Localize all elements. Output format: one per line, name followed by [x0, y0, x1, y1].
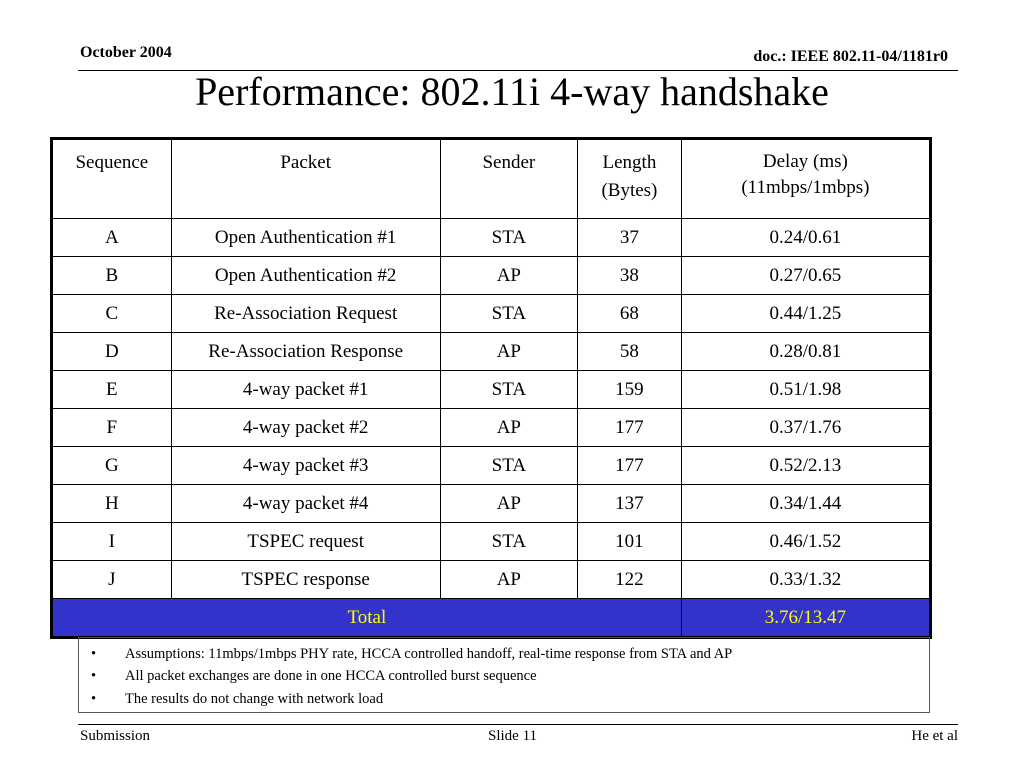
header-length — [578, 139, 682, 219]
header-sender: Sender — [440, 139, 577, 219]
cell-packet: Open Authentication #2 — [171, 257, 440, 295]
header-delay-line1: Delay (ms) — [762, 151, 848, 172]
cell-length: 159 — [578, 371, 682, 409]
cell-sequence: C — [52, 295, 172, 333]
cell-delay: 0.44/1.25 — [681, 295, 930, 333]
cell-packet: Re-Association Response — [171, 333, 440, 371]
header-length-line1: Length — [602, 152, 657, 173]
cell-delay: 0.46/1.52 — [681, 523, 930, 561]
cell-sender: AP — [440, 333, 577, 371]
table-row — [52, 485, 931, 523]
bullet: • — [91, 690, 97, 707]
cell-packet: Re-Association Request — [171, 295, 440, 333]
table-row — [52, 219, 931, 257]
cell-sender: STA — [440, 371, 577, 409]
header-date: October 2004 — [80, 44, 172, 61]
table-row — [52, 561, 931, 599]
cell-sender: AP — [440, 485, 577, 523]
slide-title: Performance: 802.11i 4-way handshake — [195, 69, 829, 114]
cell-sequence: A — [52, 219, 172, 257]
total-row — [52, 599, 931, 638]
header-doc-id: doc.: IEEE 802.11-04/1181r0 — [753, 48, 948, 65]
cell-sender: AP — [440, 561, 577, 599]
table-row — [52, 409, 931, 447]
cell-sequence: E — [52, 371, 172, 409]
cell-packet: TSPEC response — [171, 561, 440, 599]
cell-delay: 0.27/0.65 — [681, 257, 930, 295]
cell-length: 37 — [578, 219, 682, 257]
cell-length: 177 — [578, 447, 682, 485]
cell-sender: STA — [440, 295, 577, 333]
footer-slide-number: Slide 11 — [488, 728, 538, 744]
note-item — [79, 666, 929, 689]
performance-table — [50, 137, 932, 639]
cell-sequence: I — [52, 523, 172, 561]
cell-packet: 4-way packet #3 — [171, 447, 440, 485]
cell-sequence: D — [52, 333, 172, 371]
cell-sender: AP — [440, 257, 577, 295]
cell-sequence: G — [52, 447, 172, 485]
cell-sender: STA — [440, 447, 577, 485]
cell-sender: STA — [440, 219, 577, 257]
header-delay — [681, 139, 930, 219]
cell-packet: 4-way packet #1 — [171, 371, 440, 409]
table-row — [52, 333, 931, 371]
note-item — [79, 643, 929, 666]
cell-sequence: F — [52, 409, 172, 447]
footer-submission: Submission — [80, 728, 151, 744]
note-text: Assumptions: 11mbps/1mbps PHY rate, HCCA controlled handoff, real-time response from STA and AP — [125, 645, 733, 662]
table-row — [52, 447, 931, 485]
cell-delay: 0.37/1.76 — [681, 409, 930, 447]
cell-delay: 0.28/0.81 — [681, 333, 930, 371]
cell-delay: 0.24/0.61 — [681, 219, 930, 257]
table-row — [52, 295, 931, 333]
cell-length: 58 — [578, 333, 682, 371]
cell-sender: STA — [440, 523, 577, 561]
cell-packet: Open Authentication #1 — [171, 219, 440, 257]
assumptions-box — [78, 637, 930, 713]
cell-packet: 4-way packet #2 — [171, 409, 440, 447]
note-item — [79, 688, 929, 711]
total-delay: 3.76/13.47 — [681, 599, 930, 638]
cell-sequence: H — [52, 485, 172, 523]
footer-divider — [78, 724, 958, 725]
cell-delay: 0.51/1.98 — [681, 371, 930, 409]
table-row — [52, 371, 931, 409]
cell-sequence: B — [52, 257, 172, 295]
note-text: The results do not change with network load — [125, 690, 384, 707]
cell-packet: TSPEC request — [171, 523, 440, 561]
table-row — [52, 523, 931, 561]
header-delay-line2: (11mbps/1mbps) — [741, 177, 870, 198]
cell-length: 177 — [578, 409, 682, 447]
cell-length: 101 — [578, 523, 682, 561]
cell-delay: 0.52/2.13 — [681, 447, 930, 485]
cell-length: 137 — [578, 485, 682, 523]
header-length-line2: (Bytes) — [601, 180, 658, 201]
cell-length: 38 — [578, 257, 682, 295]
table-header-row — [52, 139, 931, 219]
cell-sequence: J — [52, 561, 172, 599]
bullet: • — [91, 645, 97, 662]
cell-delay: 0.33/1.32 — [681, 561, 930, 599]
cell-packet: 4-way packet #4 — [171, 485, 440, 523]
note-text: All packet exchanges are done in one HCCA controlled burst sequence — [125, 668, 537, 685]
header-packet: Packet — [171, 139, 440, 219]
footer-authors: He et al — [911, 728, 958, 744]
cell-length: 122 — [578, 561, 682, 599]
cell-length: 68 — [578, 295, 682, 333]
bullet: • — [91, 668, 97, 685]
table-row — [52, 257, 931, 295]
header-sequence: Sequence — [52, 139, 172, 219]
total-label: Total — [52, 599, 682, 638]
cell-sender: AP — [440, 409, 577, 447]
cell-delay: 0.34/1.44 — [681, 485, 930, 523]
